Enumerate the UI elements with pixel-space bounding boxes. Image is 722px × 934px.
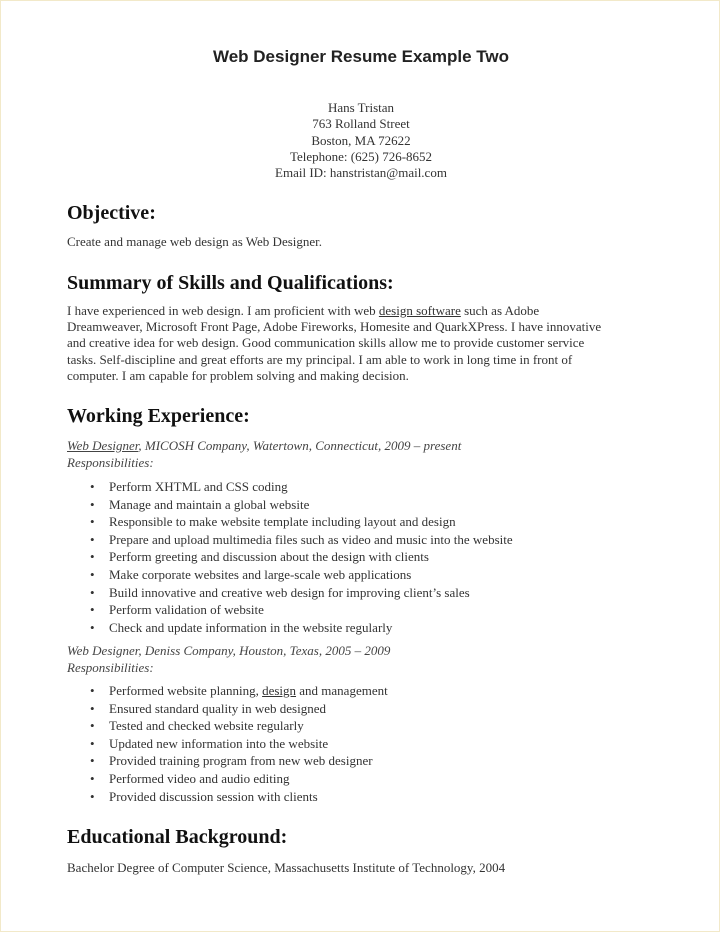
job-2-responsibilities-label: Responsibilities: [67,660,154,675]
list-item: • Perform validation of website [67,601,513,619]
contact-street: 763 Rolland Street [312,116,410,132]
summary-line: tasks. Self-discipline and great efforts are my principal. I am able to work in long time in front of [67,351,573,367]
list-item: • Prepare and upload multimedia files such as video and music into the website [67,531,513,549]
job-1-responsibilities-label: Responsibilities: [67,455,154,470]
job-2-title-line: Web Designer, Deniss Company, Houston, Texas, 2005 – 2009 [67,643,391,658]
list-item: • Perform greeting and discussion about the design with clients [67,548,513,566]
summary-line: and creative idea for web design. Good communication skills allow me to provide customer service [67,335,585,351]
list-item: • Build innovative and creative web design for improving client’s sales [67,584,513,602]
list-item: • Check and update information in the website regularly [67,619,513,637]
summary-line: Dreamweaver, Microsoft Front Page, Adobe Fireworks, Homesite and QuarkXPress. I have innovative [67,319,602,335]
job-1-title-line: Web Designer, MICOSH Company, Watertown, Connecticut, 2009 – present [67,438,462,453]
job-1-title: Web Designer [67,438,139,453]
list-item: • Performed website planning, design and management [67,682,388,700]
contact-phone: Telephone: (625) 726-8652 [289,148,433,164]
list-item: • Perform XHTML and CSS coding [67,478,513,496]
summary-line: I have experienced in web design. I am proficient with web design software such as Adobe [67,303,540,318]
summary-line: computer. I am capable for problem solving and making decision. [67,367,409,383]
contact-block [0,100,722,181]
list-item: • Manage and maintain a global website [67,496,513,514]
contact-email: Email ID: hanstristan@mail.com [275,165,447,181]
job-2-responsibilities-list [67,682,388,805]
summary-text [67,303,653,384]
job-2-header [67,642,390,676]
design-link[interactable]: design [262,683,297,698]
contact-city: Boston, MA 72622 [311,132,411,148]
page-title: Web Designer Resume Example Two [212,47,509,66]
job-2-title: Web Designer [67,643,139,658]
summary-heading: Summary of Skills and Qualifications: [67,272,394,294]
contact-name: Hans Tristan [327,100,395,115]
list-item: • Ensured standard quality in web designed [67,700,388,718]
education-heading: Educational Background: [67,826,288,848]
objective-text: Create and manage web design as Web Designer. [67,234,323,249]
list-item: • Updated new information into the website [67,735,388,753]
education-text: Bachelor Degree of Computer Science, Massachusetts Institute of Technology, 2004 [67,860,506,875]
objective-heading: Objective: [67,202,156,224]
list-item: • Provided training program from new web designer [67,752,388,770]
list-item: • Responsible to make website template including layout and design [67,513,513,531]
list-item: • Tested and checked website regularly [67,717,388,735]
job-1-responsibilities-list [67,478,513,636]
list-item: • Performed video and audio editing [67,770,388,788]
list-item: • Provided discussion session with clients [67,788,388,806]
design-software-link[interactable]: design software [378,303,461,318]
job-1-header [67,437,461,471]
experience-heading: Working Experience: [67,405,250,427]
list-item: • Make corporate websites and large-scale web applications [67,566,513,584]
